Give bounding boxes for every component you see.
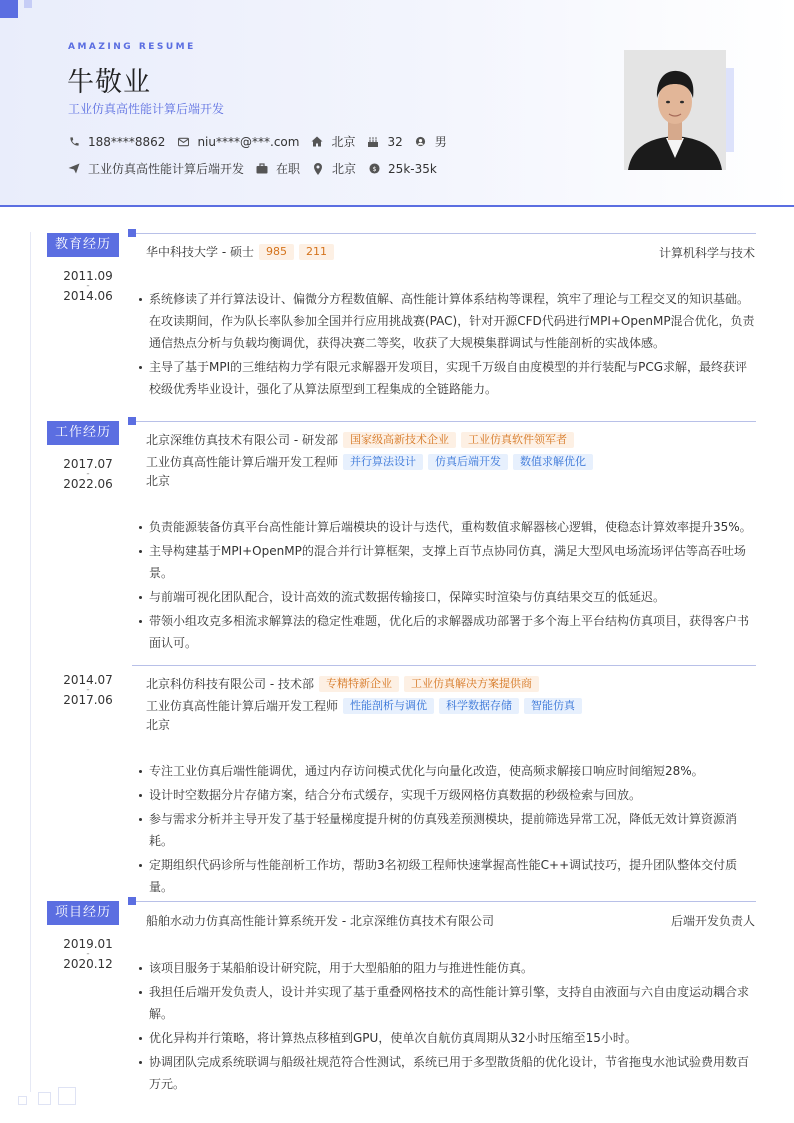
company-tag: 工业仿真解决方案提供商 — [404, 676, 539, 692]
phone-value: 188****8862 — [88, 134, 166, 149]
salary-value: 25k-35k — [388, 161, 437, 176]
skill-tag: 数值求解优化 — [513, 454, 593, 470]
home-icon — [311, 136, 323, 148]
intent-city-item — [312, 160, 356, 177]
age-icon — [367, 136, 379, 148]
section-title-work: 工作经历 — [47, 421, 119, 445]
skill-tag: 性能剖析与调优 — [343, 698, 434, 714]
job-dates — [52, 674, 124, 706]
list-item: 与前端可视化团队配合，设计高效的流式数据传输接口，保障实时渲染与仿真结果交互的低延迟。 — [136, 586, 758, 608]
location-icon — [312, 163, 324, 175]
age-value: 32 — [387, 134, 403, 149]
school-tag: 211 — [299, 244, 334, 260]
mail-icon — [177, 136, 189, 148]
job-city: 北京 — [146, 474, 171, 488]
job-end: 2022.06 — [63, 477, 113, 491]
job-divider — [132, 665, 756, 666]
job-intent-row — [68, 160, 449, 177]
list-item: 负责能源装备仿真平台高性能计算后端模块的设计与迭代，重构数值求解器核心逻辑，使稳态计算效率提升35%。 — [136, 516, 758, 538]
date-separator: - — [86, 281, 90, 291]
date-separator: - — [86, 469, 90, 479]
education-school-row — [146, 243, 334, 260]
section-rule — [132, 421, 756, 422]
job-role: 工业仿真高性能计算后端开发工程师 — [146, 455, 339, 469]
list-item: 协调团队完成系统联调与船级社规范符合性测试，系统已用于多型散货船的优化设计，节省拖曳水池试验费用数百万元。 — [136, 1051, 758, 1095]
salary-item — [368, 162, 437, 176]
send-icon — [68, 163, 80, 175]
intent-position-value: 工业仿真高性能计算后端开发 — [88, 162, 245, 176]
company-tag: 国家级高新技术企业 — [343, 432, 456, 448]
job-role: 工业仿真高性能计算后端开发工程师 — [146, 699, 339, 713]
list-item: 主导了基于MPI的三维结构力学有限元求解器开发项目，实现千万级自由度模型的并行装配与PCG求解，最终获评校级优秀毕业设计，强化了从算法原型到工程集成的全链路能力。 — [136, 356, 758, 400]
list-item: 该项目服务于某船舶设计研究院，用于大型船舶的阻力与推进性能仿真。 — [136, 957, 758, 979]
phone-icon — [68, 136, 80, 148]
job-role-row — [146, 697, 582, 714]
intent-position-item — [68, 160, 244, 177]
resume-header — [0, 0, 794, 207]
job-company-row — [146, 431, 574, 448]
education-dates — [52, 270, 124, 302]
resume-kicker: AMAZING RESUME — [68, 42, 196, 52]
list-item: 系统修读了并行算法设计、偏微分方程数值解、高性能计算体系结构等课程，筑牢了理论与工程交叉的知识基础。在攻读期间，作为队长率队参加全国并行应用挑战赛(PAC)，针对开源CFD代码进行MPI+OpenMP混合优化，负责通信热点分析与负载均衡调优，获得决赛二等奖，收获了大规模集群调试与性能剖析的实战体感。 — [136, 288, 758, 354]
section-title-project: 项目经历 — [47, 901, 119, 925]
school-name: 华中科技大学 - 硕士 — [146, 245, 254, 259]
section-rule — [132, 233, 756, 234]
job-bullets — [136, 516, 758, 656]
date-separator: - — [86, 949, 90, 959]
section-rule — [132, 901, 756, 902]
corner-decoration — [0, 0, 18, 18]
phone-item — [68, 135, 165, 149]
svg-text:$: $ — [372, 164, 377, 173]
skill-tag: 科学数据存储 — [439, 698, 519, 714]
job-start: 2017.07 — [63, 457, 113, 471]
project-bullets — [136, 957, 758, 1097]
job-bullets — [136, 760, 758, 900]
skill-tag: 仿真后端开发 — [428, 454, 508, 470]
company-tag: 工业仿真软件领军者 — [461, 432, 574, 448]
project-dates — [52, 938, 124, 970]
list-item: 专注工业仿真后端性能调优，通过内存访问模式优化与向量化改造，使高频求解接口响应时间缩短28%。 — [136, 760, 758, 782]
date-separator: - — [86, 685, 90, 695]
profile-photo — [624, 50, 726, 170]
company-name: 北京科仿科技有限公司 - 技术部 — [146, 677, 314, 691]
residence-item — [311, 133, 355, 150]
skill-tag: 智能仿真 — [524, 698, 582, 714]
project-start: 2019.01 — [63, 937, 113, 951]
project-end: 2020.12 — [63, 957, 113, 971]
gender-item — [415, 133, 447, 150]
briefcase-icon — [256, 163, 268, 175]
job-role-row — [146, 453, 593, 470]
section-title-education: 教育经历 — [47, 233, 119, 257]
residence-value: 北京 — [331, 135, 356, 149]
list-item: 带领小组攻克多相流求解算法的稳定性难题，优化后的求解器成功部署于多个海上平台结构仿真项目，获得客户书面认可。 — [136, 610, 758, 654]
list-item: 优化异构并行策略，将计算热点移植到GPU，使单次自航仿真周期从32小时压缩至15小时。 — [136, 1027, 758, 1049]
candidate-name: 牛敬业 — [67, 67, 151, 98]
job-dates — [52, 458, 124, 490]
salary-icon — [368, 163, 380, 175]
section-marker — [128, 417, 136, 425]
list-item: 设计时空数据分片存储方案，结合分布式缓存，实现千万级网格仿真数据的秒级检索与回放。 — [136, 784, 758, 806]
intent-city-value: 北京 — [332, 162, 357, 176]
target-position: 工业仿真高性能计算后端开发 — [68, 102, 225, 116]
section-marker — [128, 229, 136, 237]
corner-decoration-small — [24, 0, 32, 8]
contact-row — [68, 133, 459, 150]
job-city: 北京 — [146, 718, 171, 732]
corner-square-decoration — [58, 1087, 76, 1105]
status-item — [256, 160, 300, 177]
school-tag: 985 — [259, 244, 294, 260]
email-value: niu****@***.com — [197, 134, 300, 149]
education-major: 计算机科学与技术 — [658, 246, 755, 260]
gender-icon — [415, 136, 427, 148]
education-start: 2011.09 — [63, 269, 113, 283]
job-company-row — [146, 675, 539, 692]
education-bullets — [136, 288, 758, 402]
gender-value: 男 — [434, 135, 447, 149]
skill-tag: 并行算法设计 — [343, 454, 423, 470]
age-item — [367, 135, 402, 149]
email-item — [177, 135, 299, 149]
list-item: 主导构建基于MPI+OpenMP的混合并行计算框架，支撑上百节点协同仿真，满足大型风电场流场评估等高吞吐场景。 — [136, 540, 758, 584]
company-name: 北京深维仿真技术有限公司 - 研发部 — [146, 433, 338, 447]
project-name: 船舶水动力仿真高性能计算系统开发 - 北京深维仿真技术有限公司 — [146, 914, 494, 928]
corner-square-decoration — [38, 1092, 51, 1105]
list-item: 参与需求分析并主导开发了基于轻量梯度提升树的仿真残差预测模块，提前筛选异常工况，降低无效计算资源消耗。 — [136, 808, 758, 852]
education-end: 2014.06 — [63, 289, 113, 303]
section-marker — [128, 897, 136, 905]
timeline-line — [30, 232, 31, 1092]
corner-square-decoration — [18, 1096, 27, 1105]
status-value: 在职 — [276, 162, 301, 176]
list-item: 我担任后端开发负责人，设计并实现了基于重叠网格技术的高性能计算引擎，支持自由液面与六自由度运动耦合求解。 — [136, 981, 758, 1025]
project-role: 后端开发负责人 — [670, 914, 755, 928]
job-start: 2014.07 — [63, 673, 113, 687]
company-tag: 专精特新企业 — [319, 676, 399, 692]
list-item: 定期组织代码诊所与性能剖析工作坊，帮助3名初级工程师快速掌握高性能C++调试技巧，提升团队整体交付质量。 — [136, 854, 758, 898]
job-end: 2017.06 — [63, 693, 113, 707]
